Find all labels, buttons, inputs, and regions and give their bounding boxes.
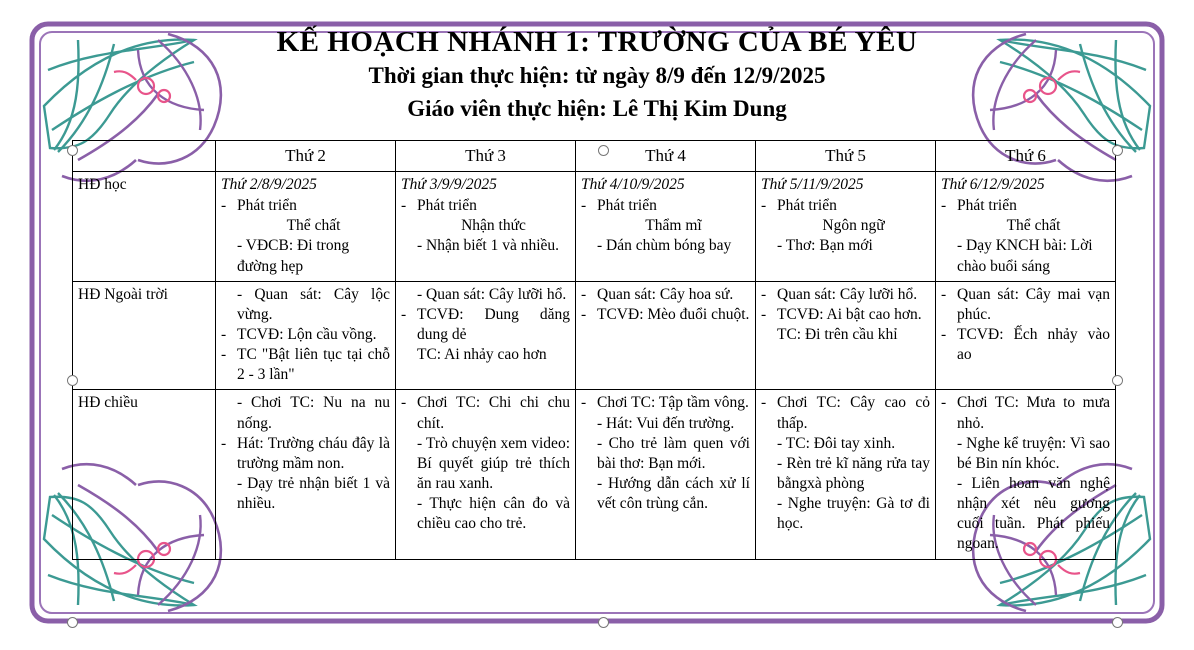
- cell-text: - Quan sát: Cây lộc vừng.: [237, 285, 390, 323]
- cell-line: [941, 393, 1110, 433]
- bullet-dash: [221, 216, 231, 236]
- bullet-dash: [581, 434, 591, 474]
- cell-line: [401, 305, 570, 345]
- cell-text: - VĐCB: Đi trong đường hẹp: [237, 237, 350, 275]
- bullet-dash: -: [221, 325, 227, 343]
- cell-text: TC "Bật liên tục tại chỗ 2 - 3 lần": [237, 346, 390, 384]
- cell-text: Quan sát: Cây lưỡi hổ.: [777, 285, 918, 303]
- bullet-dash: [941, 434, 951, 474]
- bullet-dash: -: [941, 394, 947, 412]
- cell-line: [941, 325, 1110, 365]
- cell-text: - Dạy trẻ nhận biết 1 và nhiều.: [237, 474, 390, 513]
- cell-line: [221, 196, 390, 216]
- cell-line: [761, 393, 930, 433]
- row-label: HĐ Ngoài trời: [73, 281, 216, 390]
- page-title: KẾ HOẠCH NHÁNH 1: TRƯỜNG CỦA BÉ YÊU: [276, 26, 918, 58]
- bullet-dash: [581, 236, 591, 256]
- bullet-dash: [221, 474, 231, 514]
- cell-line: [941, 216, 1110, 236]
- cell-line: [221, 236, 390, 276]
- cell-line: [761, 196, 930, 216]
- cell-line: [581, 474, 750, 514]
- bullet-dash: -: [941, 285, 947, 303]
- cell-line: [401, 216, 570, 236]
- bullet-dash: -: [581, 394, 587, 412]
- table-body: [73, 172, 1116, 560]
- cell-line: [941, 236, 1110, 276]
- cell-line: [581, 305, 750, 325]
- cell-text: - Chơi TC: Nu na nu nống.: [237, 394, 390, 432]
- cell-line: [401, 434, 570, 494]
- cell-date-heading: Thứ 5/11/9/2025: [761, 176, 864, 193]
- bullet-dash: -: [761, 305, 767, 323]
- bullet-dash: -: [761, 394, 767, 412]
- bullet-dash: [221, 393, 231, 433]
- cell-text: - Hát: Vui đến trường.: [597, 414, 735, 432]
- document-header: [0, 26, 1194, 124]
- resize-handle-bottom-center[interactable]: [598, 617, 609, 628]
- cell-text: - Hướng dẫn cách xử lí vết côn trùng cắn.: [597, 474, 750, 513]
- column-header-thu-3: Thứ 3: [396, 141, 576, 172]
- cell-line: [581, 196, 750, 216]
- cell-line: [941, 196, 1110, 216]
- cell-line: [401, 393, 570, 433]
- table-cell: [396, 172, 576, 282]
- table-cell: [216, 390, 396, 559]
- bullet-dash: -: [401, 305, 407, 323]
- bullet-dash: [941, 216, 951, 236]
- cell-text: - TC: Đôi tay xinh.: [777, 434, 896, 452]
- cell-line: [221, 393, 390, 433]
- cell-text: - Rèn trẻ kĩ năng rửa tay bằngxà phòng: [777, 454, 930, 492]
- table-cell: [936, 172, 1116, 282]
- resize-handle-middle-right[interactable]: [1112, 375, 1123, 386]
- table-cell: [216, 281, 396, 390]
- resize-handle-bottom-right[interactable]: [1112, 617, 1123, 628]
- cell-text: TC: Đi trên cầu khỉ: [777, 325, 898, 343]
- column-header-thu-6: Thứ 6: [936, 141, 1116, 172]
- bullet-dash: -: [221, 434, 227, 452]
- cell-line: [221, 434, 390, 474]
- cell-date-heading: Thứ 4/10/9/2025: [581, 176, 685, 193]
- cell-text: - Dạy KNCH bài: Lời chào buổi sáng: [957, 237, 1093, 275]
- cell-line: [941, 285, 1110, 325]
- cell-line: [761, 325, 930, 345]
- cell-line: [581, 216, 750, 236]
- bullet-dash: -: [581, 197, 587, 215]
- cell-line: [401, 494, 570, 534]
- cell-line: [221, 285, 390, 325]
- bullet-dash: [401, 285, 411, 305]
- cell-line: [401, 285, 570, 305]
- cell-text: Chơi TC: Cây cao cỏ thấp.: [777, 394, 930, 432]
- cell-text: - Liên hoan văn nghệ nhận xét nêu gương cuối tuần. Phát phiếu ngoan.: [957, 474, 1110, 553]
- corner-header: [73, 141, 216, 172]
- table-row: [73, 172, 1116, 282]
- cell-text: - Nhận biết 1 và nhiều.: [417, 237, 560, 255]
- bullet-dash: -: [401, 197, 407, 215]
- bullet-dash: [761, 494, 771, 534]
- cell-text: TCVĐ: Dung dăng dung dẻ: [417, 305, 570, 343]
- cell-text: - Cho trẻ làm quen với bài thơ: Bạn mới.: [597, 434, 750, 472]
- table-cell: [396, 390, 576, 559]
- table-cell: [756, 281, 936, 390]
- cell-text: Hát: Trường cháu đây là trường mầm non.: [237, 434, 390, 472]
- cell-date-heading: Thứ 3/9/9/2025: [401, 176, 497, 193]
- cell-text: Thể chất: [286, 217, 341, 235]
- bullet-dash: -: [761, 285, 767, 303]
- bullet-dash: -: [941, 325, 947, 343]
- bullet-dash: [761, 454, 771, 494]
- bullet-dash: [401, 236, 411, 256]
- bullet-dash: -: [401, 394, 407, 412]
- table-row: [73, 390, 1116, 559]
- bullet-dash: -: [221, 346, 227, 364]
- table-cell: [216, 172, 396, 282]
- table-cell: [576, 172, 756, 282]
- weekly-plan-table: [72, 140, 1116, 560]
- cell-text: Thể chất: [1006, 217, 1061, 235]
- bullet-dash: [761, 216, 771, 236]
- cell-text: TCVĐ: Mèo đuổi chuột.: [597, 305, 750, 323]
- cell-text: Phát triển: [237, 197, 297, 215]
- table-cell: [756, 172, 936, 282]
- cell-text: Ngôn ngữ: [822, 217, 885, 235]
- cell-line: [581, 236, 750, 256]
- cell-text: TC: Ai nhảy cao hơn: [417, 346, 547, 364]
- cell-line: [221, 325, 390, 345]
- bullet-dash: [221, 285, 231, 325]
- cell-line: [761, 305, 930, 325]
- cell-line: [581, 393, 750, 413]
- bullet-dash: [941, 236, 951, 276]
- cell-line: [581, 434, 750, 474]
- column-header-thu-4: Thứ 4: [576, 141, 756, 172]
- cell-text: Chơi TC: Mưa to mưa nhỏ.: [957, 394, 1110, 432]
- cell-text: - Trò chuyện xem video: Bí quyết giúp trẻ thích ăn rau xanh.: [417, 434, 570, 492]
- bullet-dash: [401, 345, 411, 365]
- bullet-dash: [761, 236, 771, 256]
- cell-text: Chơi TC: Tập tầm vông.: [597, 394, 749, 412]
- bullet-dash: [401, 216, 411, 236]
- bullet-dash: [581, 216, 591, 236]
- resize-handle-top-right[interactable]: [1112, 145, 1123, 156]
- table-cell: [936, 390, 1116, 559]
- cell-text: - Nghe kể truyện: Vì sao bé Bin nín khóc.: [957, 434, 1110, 472]
- resize-handle-bottom-left[interactable]: [67, 617, 78, 628]
- cell-line: [401, 345, 570, 365]
- bullet-dash: [581, 414, 591, 434]
- bullet-dash: -: [581, 285, 587, 303]
- cell-text: Phát triển: [957, 197, 1017, 215]
- bullet-dash: [401, 434, 411, 494]
- bullet-dash: [401, 494, 411, 534]
- bullet-dash: -: [761, 197, 767, 215]
- subtitle-period: Thời gian thực hiện: từ ngày 8/9 đến 12/9/2025: [368, 63, 826, 89]
- cell-text: Chơi TC: Chi chi chu chít.: [417, 394, 570, 432]
- cell-text: TCVĐ: Ếch nhảy vào ao: [957, 325, 1110, 364]
- cell-line: [761, 434, 930, 454]
- cell-text: Nhận thức: [461, 217, 526, 235]
- cell-line: [761, 236, 930, 256]
- bullet-dash: [941, 474, 951, 555]
- cell-text: - Dán chùm bóng bay: [597, 237, 732, 255]
- bullet-dash: -: [941, 197, 947, 215]
- cell-line: [221, 474, 390, 514]
- cell-line: [221, 345, 390, 385]
- table-cell: [576, 281, 756, 390]
- cell-text: - Nghe truyện: Gà tơ đi học.: [777, 495, 930, 533]
- table-row: [73, 281, 1116, 390]
- bullet-dash: [221, 236, 231, 276]
- bullet-dash: [761, 325, 771, 345]
- cell-text: Phát triển: [777, 197, 837, 215]
- table-cell: [756, 390, 936, 559]
- bullet-dash: [761, 434, 771, 454]
- cell-text: Thẩm mĩ: [645, 217, 702, 235]
- cell-line: [941, 474, 1110, 555]
- row-label: HĐ học: [73, 172, 216, 282]
- column-header-thu-5: Thứ 5: [756, 141, 936, 172]
- cell-text: - Thơ: Bạn mới: [777, 237, 873, 255]
- cell-text: TCVĐ: Lộn cầu vồng.: [237, 325, 377, 343]
- cell-date-heading: Thứ 2/8/9/2025: [221, 176, 317, 193]
- cell-line: [761, 285, 930, 305]
- cell-line: [941, 434, 1110, 474]
- cell-text: Phát triển: [417, 197, 477, 215]
- cell-line: [761, 494, 930, 534]
- cell-line: [221, 216, 390, 236]
- cell-text: Quan sát: Cây hoa sứ.: [597, 285, 734, 303]
- cell-line: [761, 216, 930, 236]
- cell-line: [761, 454, 930, 494]
- subtitle-teacher: Giáo viên thực hiện: Lê Thị Kim Dung: [407, 96, 787, 122]
- cell-text: - Thực hiện cân đo và chiều cao cho trẻ.: [417, 495, 570, 533]
- bullet-dash: -: [581, 305, 587, 323]
- resize-handle-top-left[interactable]: [67, 145, 78, 156]
- cell-line: [401, 236, 570, 256]
- table-cell: [936, 281, 1116, 390]
- resize-handle-top-center[interactable]: [598, 145, 609, 156]
- bullet-dash: [581, 474, 591, 514]
- cell-text: TCVĐ: Ai bật cao hơn.: [777, 305, 922, 323]
- cell-date-heading: Thứ 6/12/9/2025: [941, 176, 1045, 193]
- cell-line: [581, 414, 750, 434]
- cell-line: [581, 285, 750, 305]
- cell-text: Quan sát: Cây mai vạn phúc.: [957, 285, 1110, 323]
- row-label: HĐ chiều: [73, 390, 216, 559]
- plan-table-wrapper: [72, 140, 1116, 560]
- cell-text: - Quan sát: Cây lưỡi hổ.: [417, 285, 567, 303]
- bullet-dash: -: [221, 197, 227, 215]
- table-cell: [576, 390, 756, 559]
- table-header-row: [73, 141, 1116, 172]
- resize-handle-middle-left[interactable]: [67, 375, 78, 386]
- cell-line: [401, 196, 570, 216]
- table-cell: [396, 281, 576, 390]
- column-header-thu-2: Thứ 2: [216, 141, 396, 172]
- cell-text: Phát triển: [597, 197, 657, 215]
